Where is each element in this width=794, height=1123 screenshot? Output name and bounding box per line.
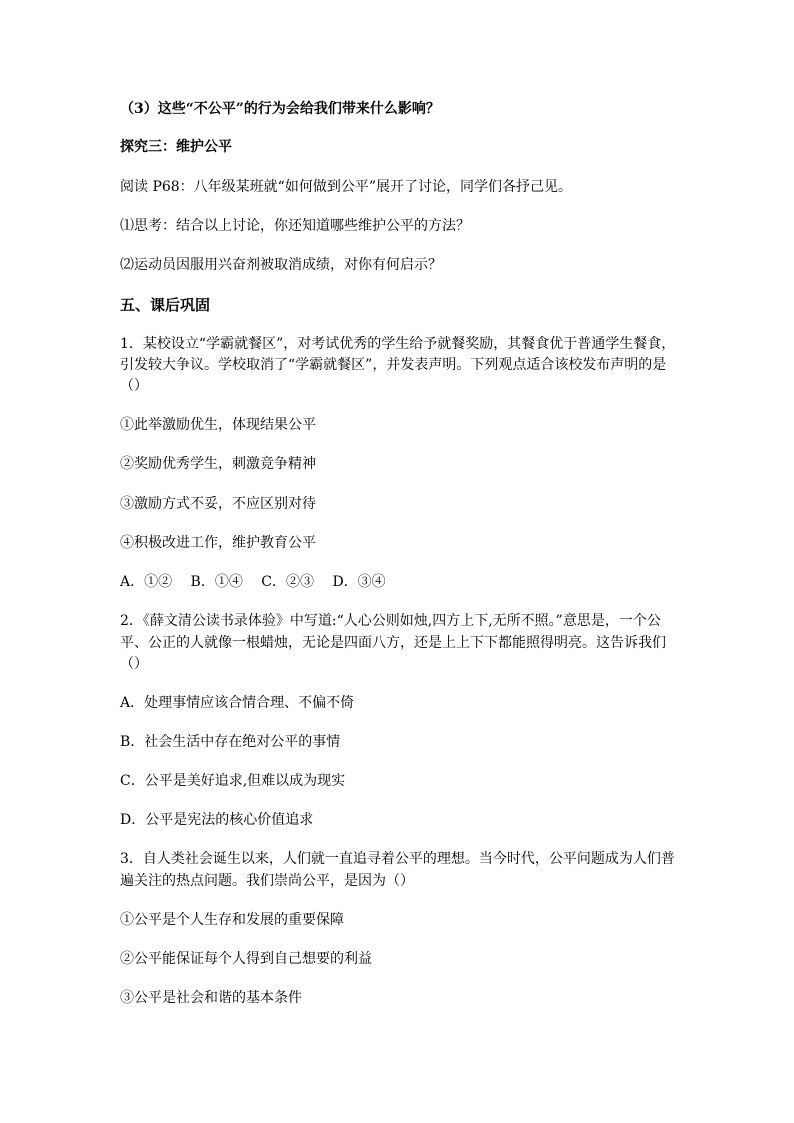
question-3-prev: （3）这些“不公平”的行为会给我们带来什么影响？ (120, 101, 440, 117)
q2-stem-line-1: 2．《薛文清公读书录体验》中写道:“人心公则如烛,四方上下,无所不照。”意思是，一个公 (120, 613, 661, 629)
q3-stem-line-2: 遍关注的热点问题。我们崇尚公平，是因为（） (120, 873, 414, 889)
q1-option-3: ③激励方式不妥，不应区别对待 (120, 496, 316, 512)
q2-stem-line-2: 平、公正的人就像一根蜡烛，无论是四面八方，还是上上下下都能照得明亮。这告诉我们 (120, 635, 666, 651)
q3-stem-line-1: 3．自人类社会诞生以来，人们就一直追寻着公平的理想。当今时代，公平问题成为人们普 (120, 851, 675, 867)
q2-stem-line-3: （） (120, 656, 148, 672)
q2-option-c: C．公平是美好追求,但难以成为现实 (120, 773, 346, 789)
q1-option-2: ②奖励优秀学生，刺激竞争精神 (120, 456, 316, 472)
think-question-1: ⑴思考：结合以上讨论，你还知道哪些维护公平的方法？ (120, 218, 470, 234)
q1-stem-line-2: 引发较大争议。学校取消了“学霸就餐区”，并发表声明。下列观点适合该校发布声明的是 (120, 357, 667, 373)
q1-stem-line-1: 1．某校设立“学霸就餐区”，对考试优秀的学生给予就餐奖励，其餐食优于普通学生餐食， (120, 336, 676, 352)
q2-option-d: D．公平是宪法的核心价值追求 (120, 812, 314, 828)
q3-option-2: ②公平能保证每个人得到自己想要的利益 (120, 951, 372, 967)
section-5-title: 五、课后巩固 (120, 296, 211, 314)
think-question-2: ⑵运动员因服用兴奋剂被取消成绩，对你有何启示？ (120, 257, 442, 273)
reading-text: 阅读 P68：八年级某班就“如何做到公平”展开了讨论，同学们各抒己见。 (120, 179, 572, 195)
q1-stem-line-3: （） (120, 378, 148, 394)
q3-option-1: ①公平是个人生存和发展的重要保障 (120, 912, 344, 928)
q2-option-b: B．社会生活中存在绝对公平的事情 (120, 734, 341, 750)
q2-option-a: A．处理事情应该合情合理、不偏不倚 (120, 695, 355, 711)
q1-option-1: ①此举激励优生，体现结果公平 (120, 417, 316, 433)
q1-option-4: ④积极改进工作，维护教育公平 (120, 535, 316, 551)
explore-3-title: 探究三：维护公平 (120, 139, 232, 155)
q3-option-3: ③公平是社会和谐的基本条件 (120, 990, 302, 1006)
q1-choices: A．①② B．①④ C．②③ D．③④ (120, 574, 386, 590)
